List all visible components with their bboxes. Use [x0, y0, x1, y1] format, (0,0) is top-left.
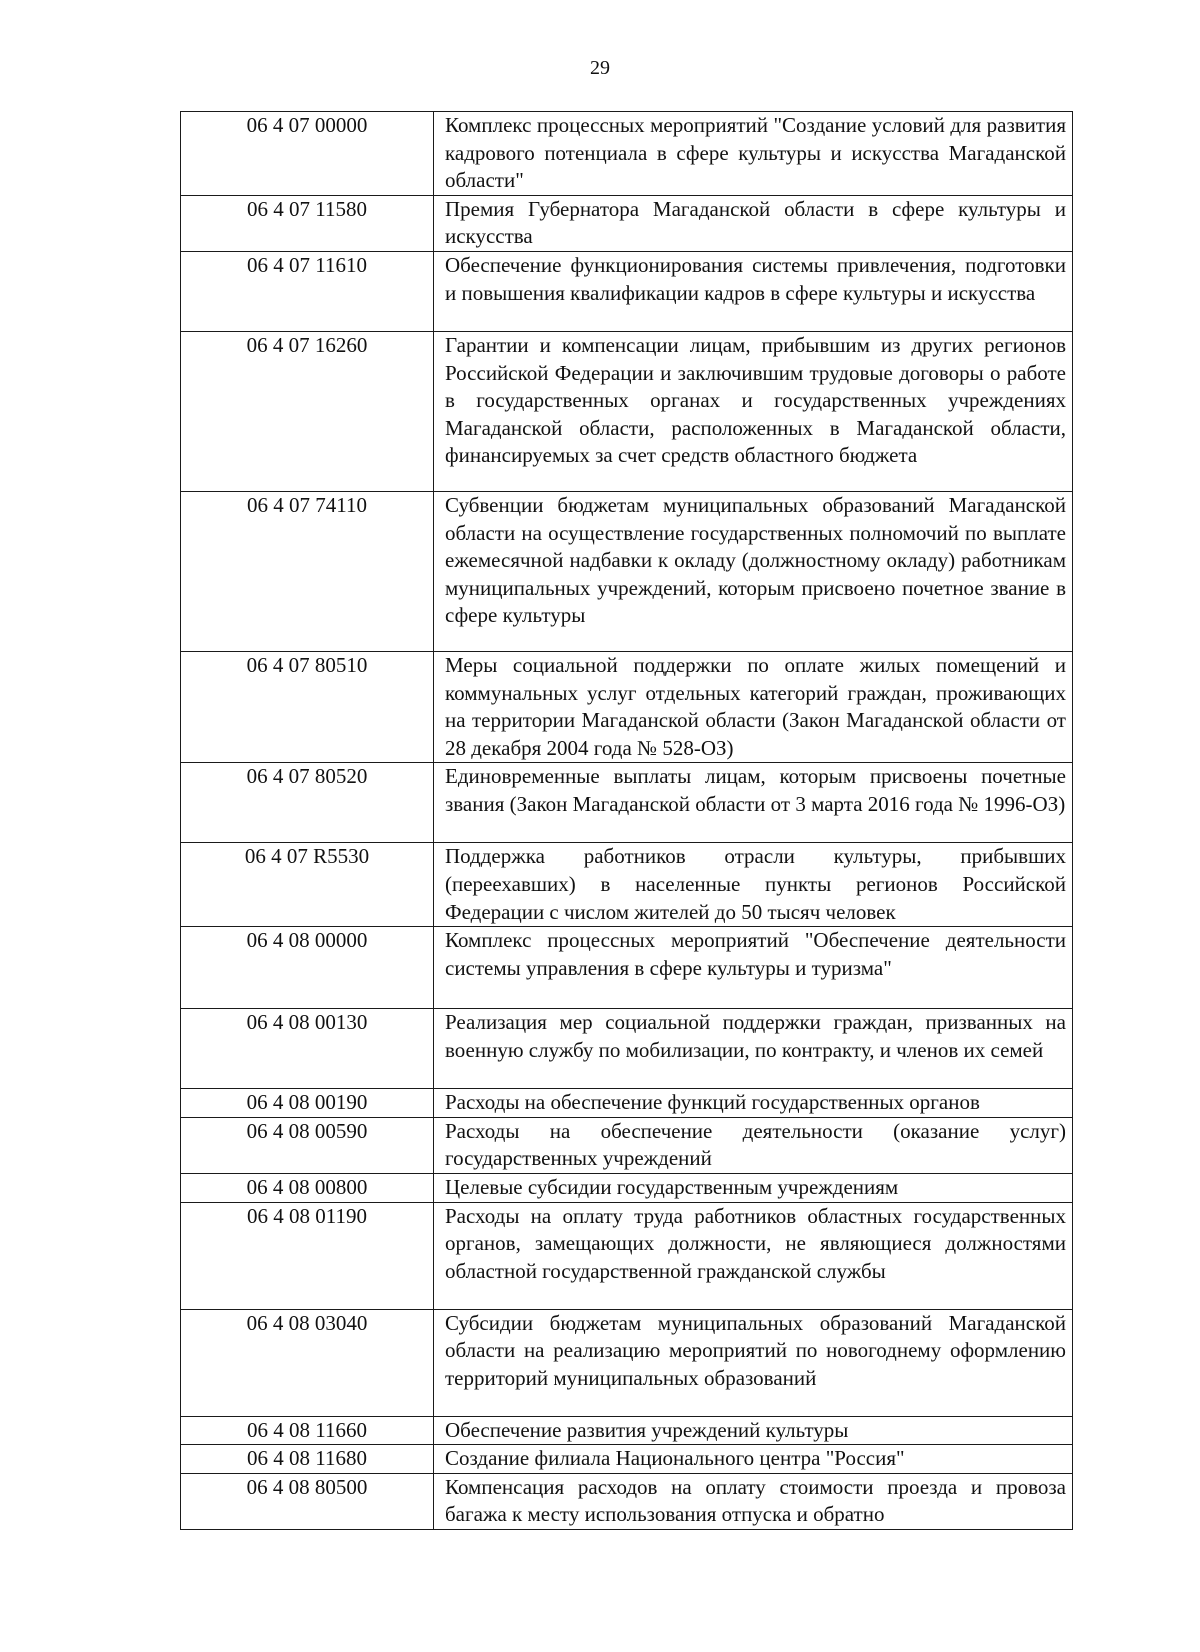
row-code: 06 4 07 R5530	[181, 843, 434, 927]
table-row	[181, 1309, 1073, 1416]
row-name: Реализация мер социальной поддержки граждан, призванных на военную службу по мобилизации, по контракту, и членов их семей	[434, 1009, 1073, 1089]
page-number: 29	[590, 57, 610, 79]
row-name: Создание филиала Национального центра "Россия"	[434, 1445, 1073, 1474]
row-name: Расходы на обеспечение функций государственных органов	[434, 1089, 1073, 1118]
row-name: Субвенции бюджетам муниципальных образований Магаданской области на осуществление государственных полномочий по выплате ежемесячной надбавки к окладу (должностному окладу) работникам муниципальных учреждений, которым присвоено почетное звание в сфере культуры	[434, 491, 1073, 651]
row-code: 06 4 08 00800	[181, 1173, 434, 1202]
row-name: Целевые субсидии государственным учреждениям	[434, 1173, 1073, 1202]
table-row	[181, 1009, 1073, 1089]
row-code: 06 4 08 11680	[181, 1445, 434, 1474]
row-code: 06 4 08 11660	[181, 1416, 434, 1445]
table-row	[181, 1089, 1073, 1118]
row-code: 06 4 08 00590	[181, 1117, 434, 1173]
row-name: Расходы на оплату труда работников областных государственных органов, замещающих должности, не являющиеся должностями областной государственной гражданской службы	[434, 1202, 1073, 1309]
row-code: 06 4 08 00190	[181, 1089, 434, 1118]
row-name: Поддержка работников отрасли культуры, прибывших (переехавших) в населенные пункты регионов Российской Федерации с числом жителей до 50 тысяч человек	[434, 843, 1073, 927]
table-row	[181, 195, 1073, 251]
table-row	[181, 112, 1073, 196]
row-code: 06 4 08 03040	[181, 1309, 434, 1416]
table-row	[181, 1416, 1073, 1445]
row-code: 06 4 07 00000	[181, 112, 434, 196]
table-row	[181, 1173, 1073, 1202]
table-row	[181, 1473, 1073, 1529]
row-code: 06 4 08 00130	[181, 1009, 434, 1089]
table-row	[181, 331, 1073, 491]
table-row	[181, 251, 1073, 331]
row-name: Единовременные выплаты лицам, которым присвоены почетные звания (Закон Магаданской области от 3 марта 2016 года № 1996-ОЗ)	[434, 763, 1073, 843]
row-code: 06 4 07 11580	[181, 195, 434, 251]
row-name: Премия Губернатора Магаданской области в сфере культуры и искусства	[434, 195, 1073, 251]
row-code: 06 4 07 11610	[181, 251, 434, 331]
table-row	[181, 843, 1073, 927]
row-name: Компенсация расходов на оплату стоимости проезда и провоза багажа к месту использования отпуска и обратно	[434, 1473, 1073, 1529]
row-name: Обеспечение развития учреждений культуры	[434, 1416, 1073, 1445]
table-row	[181, 927, 1073, 1009]
table-row	[181, 1202, 1073, 1309]
row-name: Комплекс процессных мероприятий "Обеспечение деятельности системы управления в сфере культуры и туризма"	[434, 927, 1073, 1009]
table-row	[181, 491, 1073, 651]
row-code: 06 4 07 80510	[181, 651, 434, 762]
row-code: 06 4 07 16260	[181, 331, 434, 491]
row-code: 06 4 08 80500	[181, 1473, 434, 1529]
row-name: Субсидии бюджетам муниципальных образований Магаданской области на реализацию мероприятий по новогоднему оформлению территорий муниципальных образований	[434, 1309, 1073, 1416]
row-name: Обеспечение функционирования системы привлечения, подготовки и повышения квалификации кадров в сфере культуры и искусства	[434, 251, 1073, 331]
table-row	[181, 651, 1073, 762]
row-name: Комплекс процессных мероприятий "Создание условий для развития кадрового потенциала в сфере культуры и искусства Магаданской области"	[434, 112, 1073, 196]
table-row	[181, 763, 1073, 843]
row-code: 06 4 07 80520	[181, 763, 434, 843]
table-row	[181, 1117, 1073, 1173]
row-name: Расходы на обеспечение деятельности (оказание услуг) государственных учреждений	[434, 1117, 1073, 1173]
row-code: 06 4 08 01190	[181, 1202, 434, 1309]
row-name: Меры социальной поддержки по оплате жилых помещений и коммунальных услуг отдельных категорий граждан, проживающих на территории Магаданской области (Закон Магаданской области от 28 декабря 2004 года № 528-ОЗ)	[434, 651, 1073, 762]
row-code: 06 4 08 00000	[181, 927, 434, 1009]
row-name: Гарантии и компенсации лицам, прибывшим из других регионов Российской Федерации и заключившим трудовые договоры о работе в государственных органах и государственных учреждениях Магаданской области, расположенных в Магаданской области, финансируемых за счет средств областного бюджета	[434, 331, 1073, 491]
table-row	[181, 1445, 1073, 1474]
budget-classification-table	[180, 111, 1073, 1530]
row-code: 06 4 07 74110	[181, 491, 434, 651]
